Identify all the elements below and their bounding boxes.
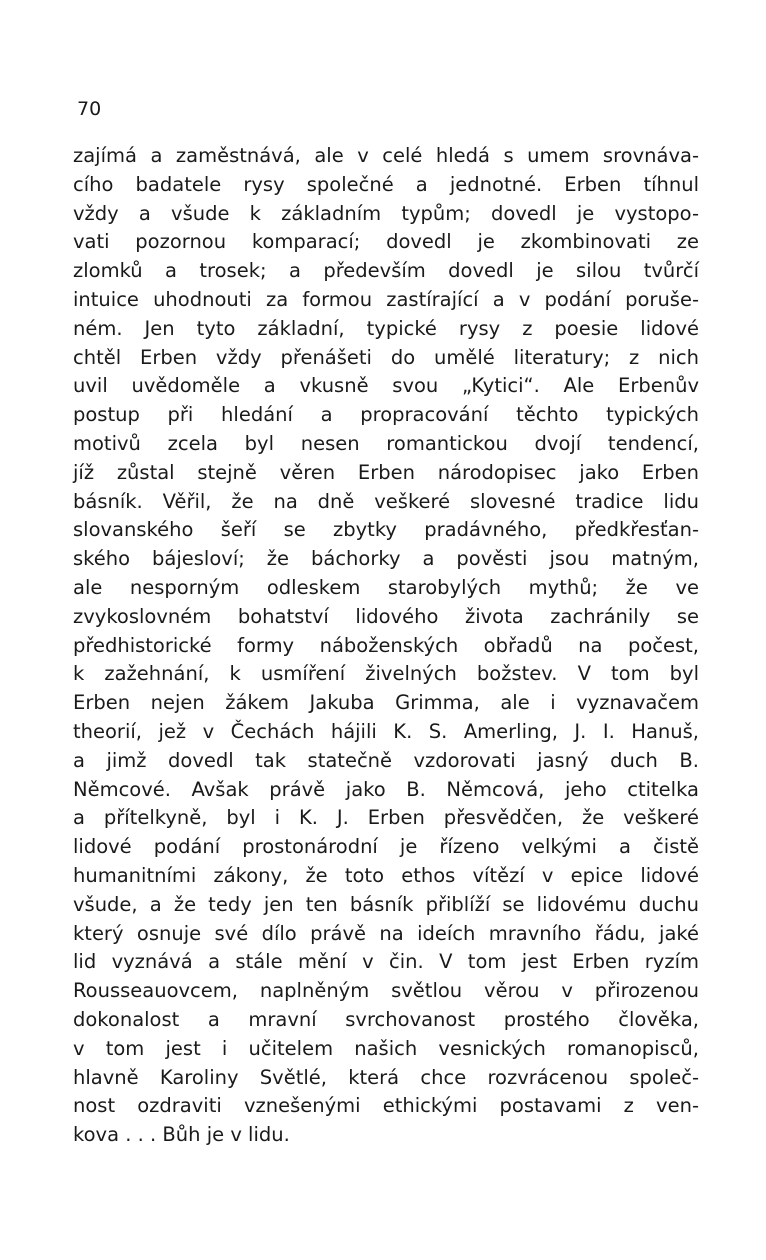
text-line: ského bájesloví; že báchorky a pověsti jsou matným,	[73, 547, 699, 571]
text-line: který osnuje své dílo právě na ideích mravního řádu, jaké	[73, 921, 699, 945]
text-line: Rousseauovcem, naplněným světlou věrou v přirozenou	[73, 979, 699, 1003]
text-line: postup při hledání a propracování těchto typických	[73, 403, 699, 427]
text-line: lid vyznává a stále mění v čin. V tom jest Erben ryzím	[73, 950, 699, 974]
text-line: zlomků a trosek; a především dovedl je silou tvůrčí	[73, 259, 699, 283]
text-line: jíž zůstal stejně věren Erben národopisec jako Erben	[73, 460, 699, 484]
body-text	[73, 142, 699, 1150]
text-line: předhistorické formy náboženských obřadů na počest,	[73, 633, 699, 657]
text-line: dokonalost a mravní svrchovanost prostého člověka,	[73, 1007, 699, 1031]
text-line: ale nesporným odleskem starobylých mythů; že ve	[73, 575, 699, 599]
text-line: chtěl Erben vždy přenášeti do umělé literatury; z nich	[73, 345, 699, 369]
text-line: k zažehnání, k usmíření živelných božstev. V tom byl	[73, 662, 699, 686]
text-line: hlavně Karoliny Světlé, která chce rozvrácenou společ-	[73, 1065, 699, 1089]
text-line: theorií, jež v Čechách hájili K. S. Amerling, J. I. Hanuš,	[73, 719, 699, 743]
text-line: intuice uhodnouti za formou zastírající a v podání poruše-	[73, 287, 699, 311]
text-line: motivů zcela byl nesen romantickou dvojí tendencí,	[73, 431, 699, 455]
text-line: zajímá a zaměstnává, ale v celé hledá s umem srovnáva-	[73, 144, 699, 167]
text-line: humanitními zákony, že toto ethos vítězí v epice lidové	[73, 863, 699, 887]
text-line: uvil uvědoměle a vkusně svou „Kytici“. Ale Erbenův	[73, 374, 699, 398]
text-line: a jimž dovedl tak statečně vzdorovati jasný duch B.	[73, 748, 699, 772]
page-number: 70	[77, 98, 102, 120]
text-line: slovanského šeří se zbytky pradávného, předkřesťan-	[73, 518, 699, 542]
text-line: vati pozornou komparací; dovedl je zkombinovati ze	[73, 230, 699, 254]
text-line: nost ozdraviti vznešenými ethickými postavami z ven-	[73, 1094, 699, 1118]
text-line: ném. Jen tyto základní, typické rysy z poesie lidové	[73, 316, 699, 340]
text-line: cího badatele rysy společné a jednotné. Erben tíhnul	[73, 172, 699, 196]
text-line: vždy a všude k základním typům; dovedl je vystopo-	[73, 201, 699, 225]
text-line: všude, a že tedy jen ten básník přiblíží se lidovému duchu	[73, 892, 699, 916]
text-line: v tom jest i učitelem našich vesnických romanopisců,	[73, 1036, 699, 1060]
text-line: kova . . . Bůh je v lidu.	[73, 1123, 290, 1147]
text-line: básník. Věřil, že na dně veškeré slovesné tradice lidu	[73, 489, 699, 513]
text-line: zvykoslovném bohatství lidového života zachránily se	[73, 604, 699, 628]
text-line: Erben nejen žákem Jakuba Grimma, ale i vyznavačem	[73, 691, 699, 715]
text-line: Němcové. Avšak právě jako B. Němcová, jeho ctitelka	[73, 777, 699, 801]
text-line: a přítelkyně, byl i K. J. Erben přesvědčen, že veškeré	[73, 806, 699, 830]
text-line: lidové podání prostonárodní je řízeno velkými a čistě	[73, 835, 699, 859]
